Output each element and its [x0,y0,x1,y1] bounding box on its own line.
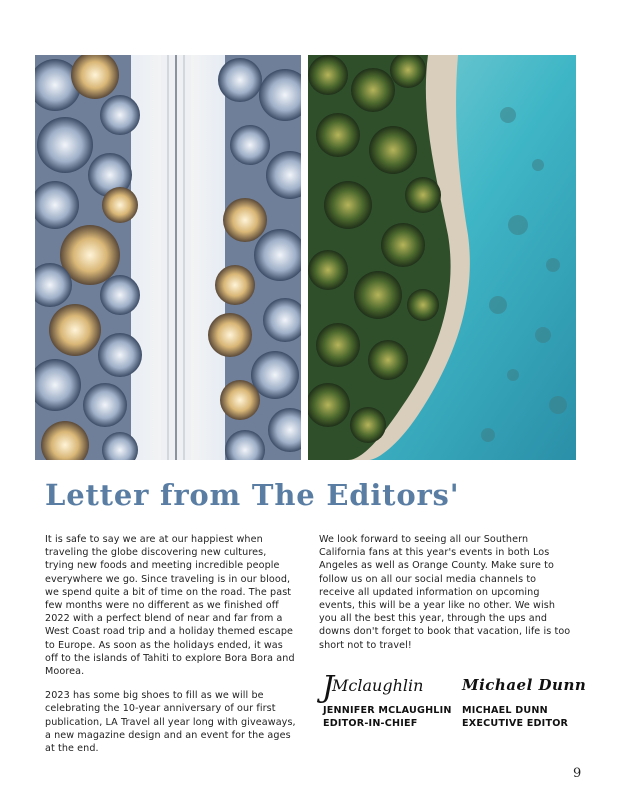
paragraph: We look forward to seeing all our Southern California fans at this year's events in both Los Angeles as well as Orange County. Make sure to follow us on all our social media channels to receive all updated information on upcoming events, this will be a year like no other. We wish you all the best this year, through the ups and downs don't forget to book that vacation, life is too short not to travel! [319,534,571,651]
paragraph: It is safe to say we are at our happiest when traveling the globe discovering new cultures, trying new foods and meeting incredible people everywhere we go. Since traveling is in our blood, we spend quite a bit of time on the road. The past few months were no different as we finished off 2022 with a perfect blend of near and far from a West Coast road trip and a holiday themed escape to Europe. As soon as the holidays ended, it was off to the islands of Tahiti to explore Bora Bora and Moorea. [45,534,295,678]
signature-michael-dunn: Michael Dunn [462,676,587,694]
signature-jennifer-mclaughlin: JMclaughlin [322,670,424,705]
paragraph: 2023 has some big shoes to fill as we will be celebrating the 10-year anniversary of our first publication, LA Travel all year long with giveaways, a new magazine design and an event for the ages at the end. [45,690,296,755]
page-title: Letter from The Editors' [45,478,460,512]
editor-role: EDITOR-IN-CHIEF [323,718,418,729]
editor-name: JENNIFER MCLAUGHLIN [323,705,452,716]
editor-name: MICHAEL DUNN [462,705,548,716]
snow-road-photo [35,55,301,460]
letter-column-right [319,533,571,663]
editor-role: EXECUTIVE EDITOR [462,718,569,729]
page-number: 9 [573,766,582,781]
editor-credit [323,704,452,730]
editor-credit [462,704,568,730]
tropical-beach-photo [308,55,576,460]
letter-column-left [45,533,297,766]
